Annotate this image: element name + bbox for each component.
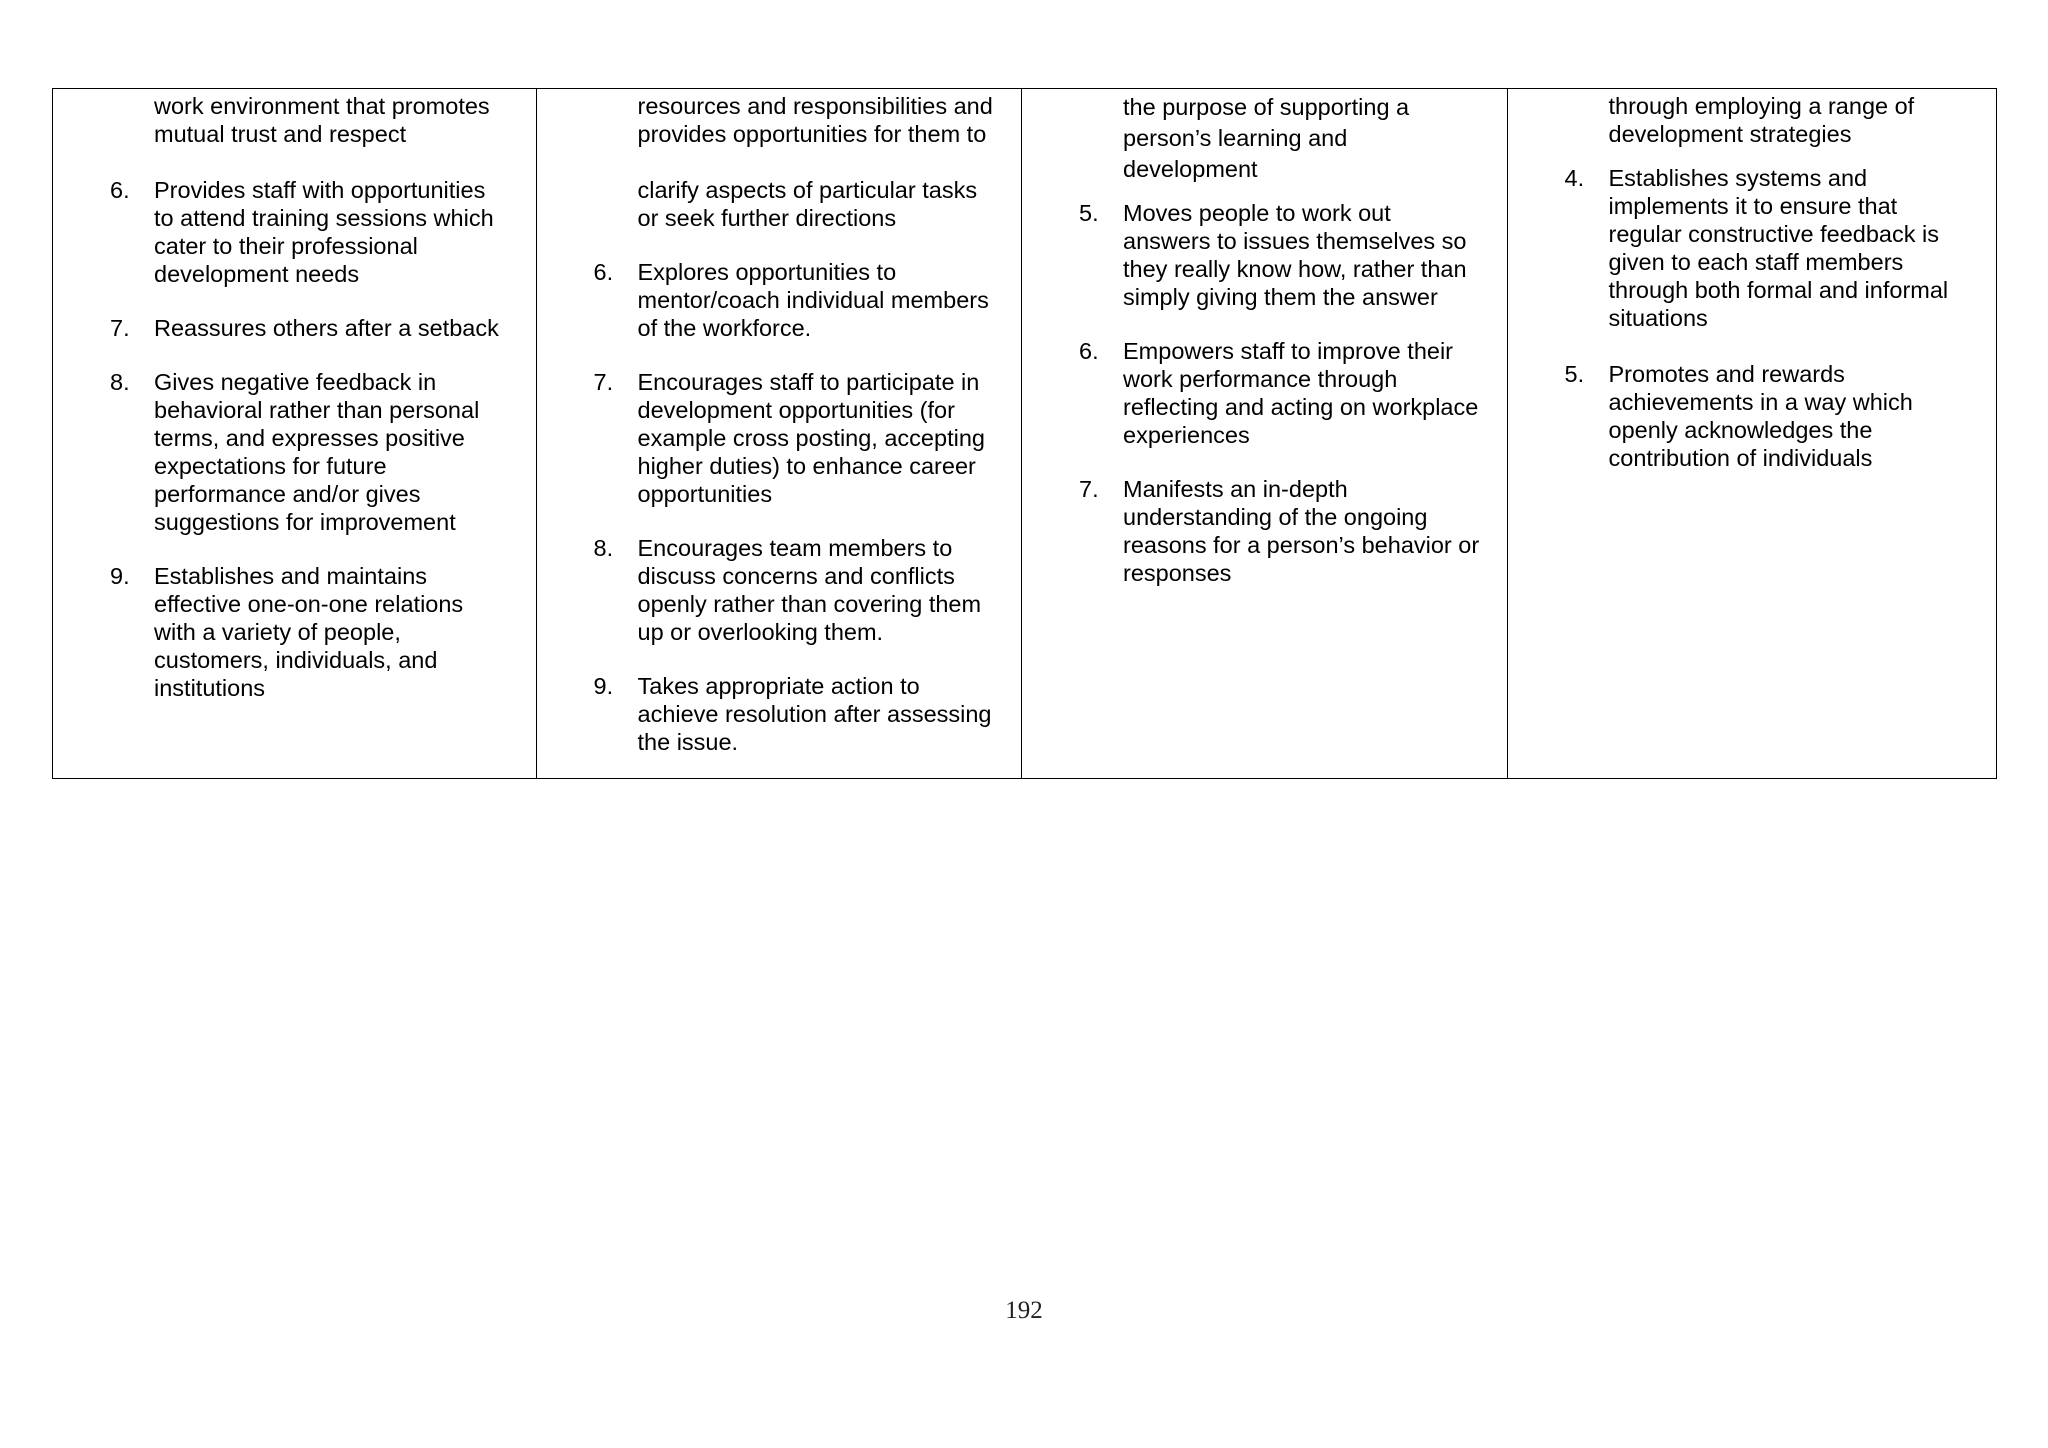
- list-item-number-text: 5.: [1079, 200, 1099, 226]
- list-item-text: [638, 534, 1022, 646]
- list-item-line: discuss concerns and conflicts: [637, 563, 955, 589]
- list-item-line: suggestions for improvement: [154, 509, 456, 535]
- list-item-number-text: 9.: [593, 673, 614, 699]
- list-item-line: higher duties) to enhance career: [637, 453, 976, 479]
- list-item-line: Encourages staff to participate in: [637, 369, 980, 395]
- list-item-text: [1123, 199, 1507, 311]
- list-item-line: experiences: [1123, 422, 1250, 448]
- list-item-number-text: 7.: [110, 315, 130, 341]
- list-item-continued: [1022, 92, 1507, 185]
- list-item-line: customers, individuals, and: [154, 647, 438, 673]
- table-column-4: [1508, 89, 1997, 778]
- list-item-line: Promotes and rewards: [1608, 361, 1845, 387]
- list-item-number-text: 9.: [110, 563, 130, 589]
- list-item-number-text: 7.: [593, 369, 614, 395]
- list-item-number-text: 5.: [1564, 361, 1585, 387]
- list-item-number-text: 4.: [1564, 165, 1585, 191]
- list-item-line: the issue.: [637, 729, 739, 755]
- list-item-line: with a variety of people,: [154, 619, 401, 645]
- list-item-number-text: 6.: [110, 177, 130, 203]
- list-item: [537, 672, 1022, 756]
- list-item-line: of the workforce.: [637, 315, 812, 341]
- list-item: [537, 534, 1022, 646]
- list-item-line: Provides staff with opportunities: [154, 177, 486, 203]
- list-item-line: terms, and expresses positive: [154, 425, 465, 451]
- list-item-line: resources and responsibilities and: [637, 93, 993, 119]
- list-item-line: regular constructive feedback is: [1608, 221, 1939, 247]
- list-item-number: [1022, 92, 1123, 185]
- list-item-line: Empowers staff to improve their: [1123, 338, 1453, 364]
- list-item-number: [537, 534, 638, 646]
- list-item-line: openly rather than covering them: [637, 591, 982, 617]
- list-item-line: openly acknowledges the: [1608, 417, 1873, 443]
- competency-table: [52, 88, 1997, 779]
- list-item-line: development needs: [154, 261, 360, 287]
- list-item-number-text: 8.: [593, 535, 614, 561]
- list-item-text: [1609, 360, 1997, 472]
- list-item: [537, 258, 1022, 342]
- list-item-number: [537, 672, 638, 756]
- list-item-number: [1022, 337, 1123, 449]
- list-item-line: work environment that promotes: [154, 93, 490, 119]
- list-item-line: through employing a range of: [1608, 93, 1915, 119]
- list-item: [53, 314, 536, 342]
- list-item: [53, 176, 536, 288]
- list-item-line: achievements in a way which: [1608, 389, 1913, 415]
- list-item: [537, 368, 1022, 508]
- list-item-number: [53, 314, 154, 342]
- list-item-line: Manifests an in-depth: [1123, 476, 1348, 502]
- list-item: [1022, 475, 1507, 587]
- page-number: 192: [1005, 1297, 1043, 1324]
- list-item-line: through both formal and informal: [1608, 277, 1949, 303]
- list-item-line: example cross posting, accepting: [637, 425, 985, 451]
- list-item-text: [638, 672, 1022, 756]
- list-item-continued: [1508, 92, 1997, 148]
- list-item-line: performance and/or gives: [154, 481, 421, 507]
- list-item-number: [537, 176, 638, 232]
- list-item-number: [1508, 92, 1609, 148]
- list-item-number: [53, 92, 154, 148]
- list-item-line: behavioral rather than personal: [154, 397, 480, 423]
- list-item-line: Moves people to work out: [1123, 200, 1391, 226]
- list-item-number-text: 7.: [1079, 476, 1099, 502]
- list-item-line: answers to issues themselves so: [1123, 228, 1467, 254]
- list-item-number-text: 6.: [1079, 338, 1099, 364]
- list-item-line: mutual trust and respect: [154, 121, 407, 147]
- list-item-continued: [537, 92, 1022, 148]
- list-item-continued: [53, 92, 536, 148]
- list-item-line: contribution of individuals: [1608, 445, 1873, 471]
- list-item-line: person’s learning and: [1123, 125, 1348, 151]
- list-item-continued: [537, 176, 1022, 232]
- list-item-text: [154, 92, 536, 148]
- list-item-line: reflecting and acting on workplace: [1123, 394, 1479, 420]
- list-item: [53, 562, 536, 702]
- list-item-text: [154, 176, 536, 288]
- list-item-text: [1123, 337, 1507, 449]
- list-item-line: the purpose of supporting a: [1123, 94, 1410, 120]
- list-item: [1022, 199, 1507, 311]
- list-item-line: Takes appropriate action to: [637, 673, 920, 699]
- list-item-text: [1123, 92, 1507, 185]
- list-item-number: [53, 368, 154, 536]
- list-item-line: reasons for a person’s behavior or: [1123, 532, 1480, 558]
- list-item-line: situations: [1608, 305, 1708, 331]
- list-item-line: or seek further directions: [637, 205, 897, 231]
- table-column-1: [53, 89, 537, 778]
- list-item-line: given to each staff members: [1608, 249, 1904, 275]
- list-item-line: Encourages team members to: [637, 535, 953, 561]
- list-item-line: expectations for future: [154, 453, 387, 479]
- list-item-line: effective one-on-one relations: [154, 591, 464, 617]
- list-item-line: development opportunities (for: [637, 397, 955, 423]
- table-column-2: [537, 89, 1023, 778]
- list-item-number: [537, 368, 638, 508]
- list-item-line: they really know how, rather than: [1123, 256, 1467, 282]
- list-item-number-text: 8.: [110, 369, 130, 395]
- list-item-line: work performance through: [1123, 366, 1398, 392]
- list-item-line: Gives negative feedback in: [154, 369, 437, 395]
- list-item: [1022, 337, 1507, 449]
- list-item-line: simply giving them the answer: [1123, 284, 1438, 310]
- list-item-line: mentor/coach individual members: [637, 287, 989, 313]
- list-item-text: [154, 562, 536, 702]
- list-item-text: [154, 314, 536, 342]
- list-item: [1508, 164, 1997, 332]
- list-item-line: responses: [1123, 560, 1232, 586]
- list-item-number: [537, 92, 638, 148]
- list-item-number: [1022, 199, 1123, 311]
- list-item-line: implements it to ensure that: [1608, 193, 1898, 219]
- list-item-line: up or overlooking them.: [637, 619, 884, 645]
- list-item-line: to attend training sessions which: [154, 205, 494, 231]
- list-item-line: Reassures others after a setback: [154, 315, 499, 341]
- list-item-line: opportunities: [637, 481, 773, 507]
- list-item-line: Explores opportunities to: [637, 259, 897, 285]
- list-item-line: institutions: [154, 675, 266, 701]
- list-item-number-text: 6.: [593, 259, 614, 285]
- list-item-number: [1508, 360, 1609, 472]
- list-item-line: development: [1123, 156, 1258, 182]
- list-item-number: [1022, 475, 1123, 587]
- list-item-text: [1609, 92, 1997, 148]
- list-item-text: [638, 368, 1022, 508]
- list-item-line: provides opportunities for them to: [637, 121, 987, 147]
- list-item: [53, 368, 536, 536]
- list-item-number: [1508, 164, 1609, 332]
- list-item-text: [638, 92, 1022, 148]
- list-item-line: Establishes and maintains: [154, 563, 428, 589]
- list-item-line: achieve resolution after assessing: [637, 701, 992, 727]
- list-item-text: [638, 176, 1022, 232]
- list-item-text: [1123, 475, 1507, 587]
- list-item-line: clarify aspects of particular tasks: [637, 177, 978, 203]
- list-item-text: [1609, 164, 1997, 332]
- list-item-line: Establishes systems and: [1608, 165, 1868, 191]
- list-item: [1508, 360, 1997, 472]
- list-item-text: [154, 368, 536, 536]
- list-item-line: development strategies: [1608, 121, 1852, 147]
- list-item-number: [53, 176, 154, 288]
- list-item-line: cater to their professional: [154, 233, 418, 259]
- list-item-text: [638, 258, 1022, 342]
- list-item-number: [537, 258, 638, 342]
- list-item-number: [53, 562, 154, 702]
- table-column-3: [1022, 89, 1508, 778]
- list-item-line: understanding of the ongoing: [1123, 504, 1428, 530]
